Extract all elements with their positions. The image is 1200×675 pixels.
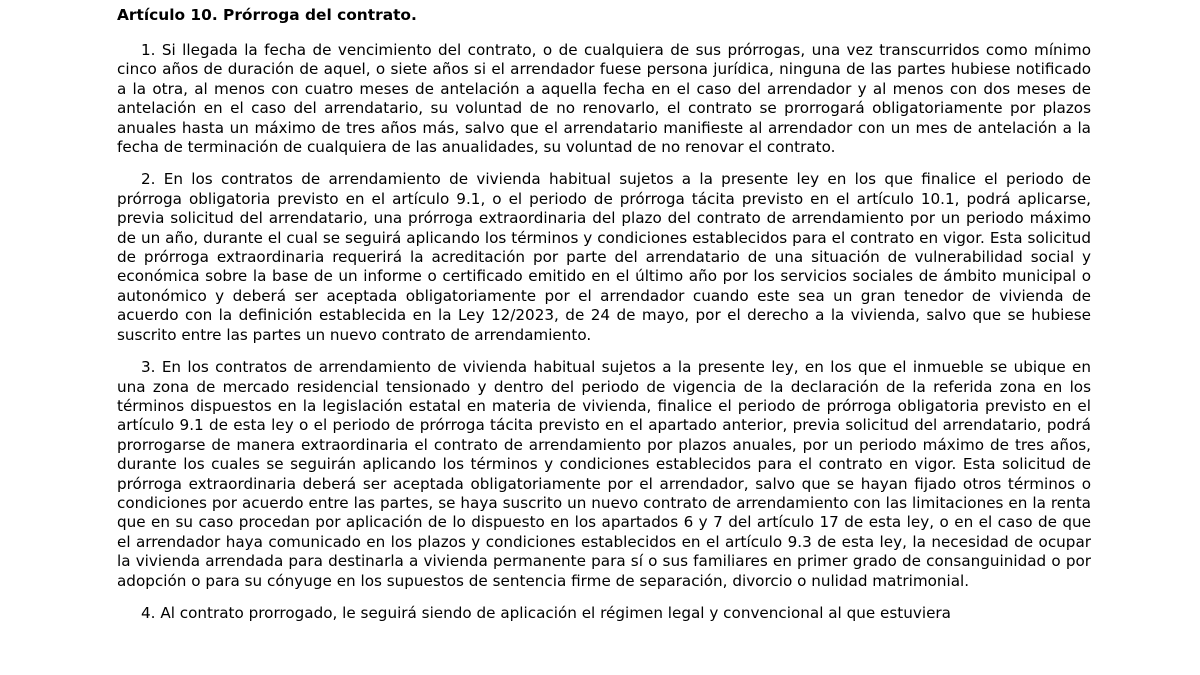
paragraph-2: 2. En los contratos de arrendamiento de vivienda habitual sujetos a la presente ley en los que finalice el periodo de prórroga obligatoria previsto en el artículo 9.1, o el periodo de prórroga tácita previsto en el artículo 10.1, podrá aplicarse, previa solicitud del arrendatario, una prórroga extraordinaria del plazo del contrato de arrendamiento por un periodo máximo de un año, durante el cual se seguirá aplicando los términos y condiciones establecidos para el contrato en vigor. Esta solicitud de prórroga extraordinaria requerirá la acreditación por parte del arrendatario de una situación de vulnerabilidad social y económica sobre la base de un informe o certificado emitido en el último año por los servicios sociales de ámbito municipal o autonómico y deberá ser aceptada obligatoriamente por el arrendador cuando este sea un gran tenedor de vivienda de acuerdo con la definición establecida en la Ley 12/2023, de 24 de mayo, por el derecho a la vivienda, salvo que se hubiese suscrito entre las partes un nuevo contrato de arrendamiento. <box>117 170 1091 344</box>
paragraph-1: 1. Si llegada la fecha de vencimiento del contrato, o de cualquiera de sus prórrogas, una vez transcurridos como mínimo cinco años de duración de aquel, o siete años si el arrendador fuese persona jurídica, ninguna de las partes hubiese notificado a la otra, al menos con cuatro meses de antelación a aquella fecha en el caso del arrendador y al menos con dos meses de antelación en el caso del arrendatario, su voluntad de no renovarlo, el contrato se prorrogará obligatoriamente por plazos anuales hasta un máximo de tres años más, salvo que el arrendatario manifieste al arrendador con un mes de antelación a la fecha de terminación de cualquiera de las anualidades, su voluntad de no renovar el contrato. <box>117 41 1091 157</box>
article-title: Artículo 10. Prórroga del contrato. <box>117 6 417 24</box>
paragraph-3: 3. En los contratos de arrendamiento de vivienda habitual sujetos a la presente ley, en los que el inmueble se ubique en una zona de mercado residencial tensionado y dentro del periodo de vigencia de la declaración de la referida zona en los términos dispuestos en la legislación estatal en materia de vivienda, finalice el periodo de prórroga obligatoria previsto en el artículo 9.1 de esta ley o el periodo de prórroga tácita previsto en el apartado anterior, previa solicitud del arrendatario, podrá prorrogarse de manera extraordinaria el contrato de arrendamiento por plazos anuales, por un periodo máximo de tres años, durante los cuales se seguirán aplicando los términos y condiciones establecidos para el contrato en vigor. Esta solicitud de prórroga extraordinaria deberá ser aceptada obligatoriamente por el arrendador, salvo que se hayan fijado otros términos o condiciones por acuerdo entre las partes, se haya suscrito un nuevo contrato de arrendamiento con las limitaciones en la renta que en su caso procedan por aplicación de lo dispuesto en los apartados 6 y 7 del artículo 17 de esta ley, o en el caso de que el arrendador haya comunicado en los plazos y condiciones establecidos en el artículo 9.3 de esta ley, la necesidad de ocupar la vivienda arrendada para destinarla a vivienda permanente para sí o sus familiares en primer grado de consanguinidad o por adopción o para su cónyuge en los supuestos de sentencia firme de separación, divorcio o nulidad matrimonial. <box>117 358 1091 590</box>
document-page <box>117 0 1091 623</box>
paragraph-4: 4. Al contrato prorrogado, le seguirá siendo de aplicación el régimen legal y convencional al que estuviera <box>141 603 951 622</box>
